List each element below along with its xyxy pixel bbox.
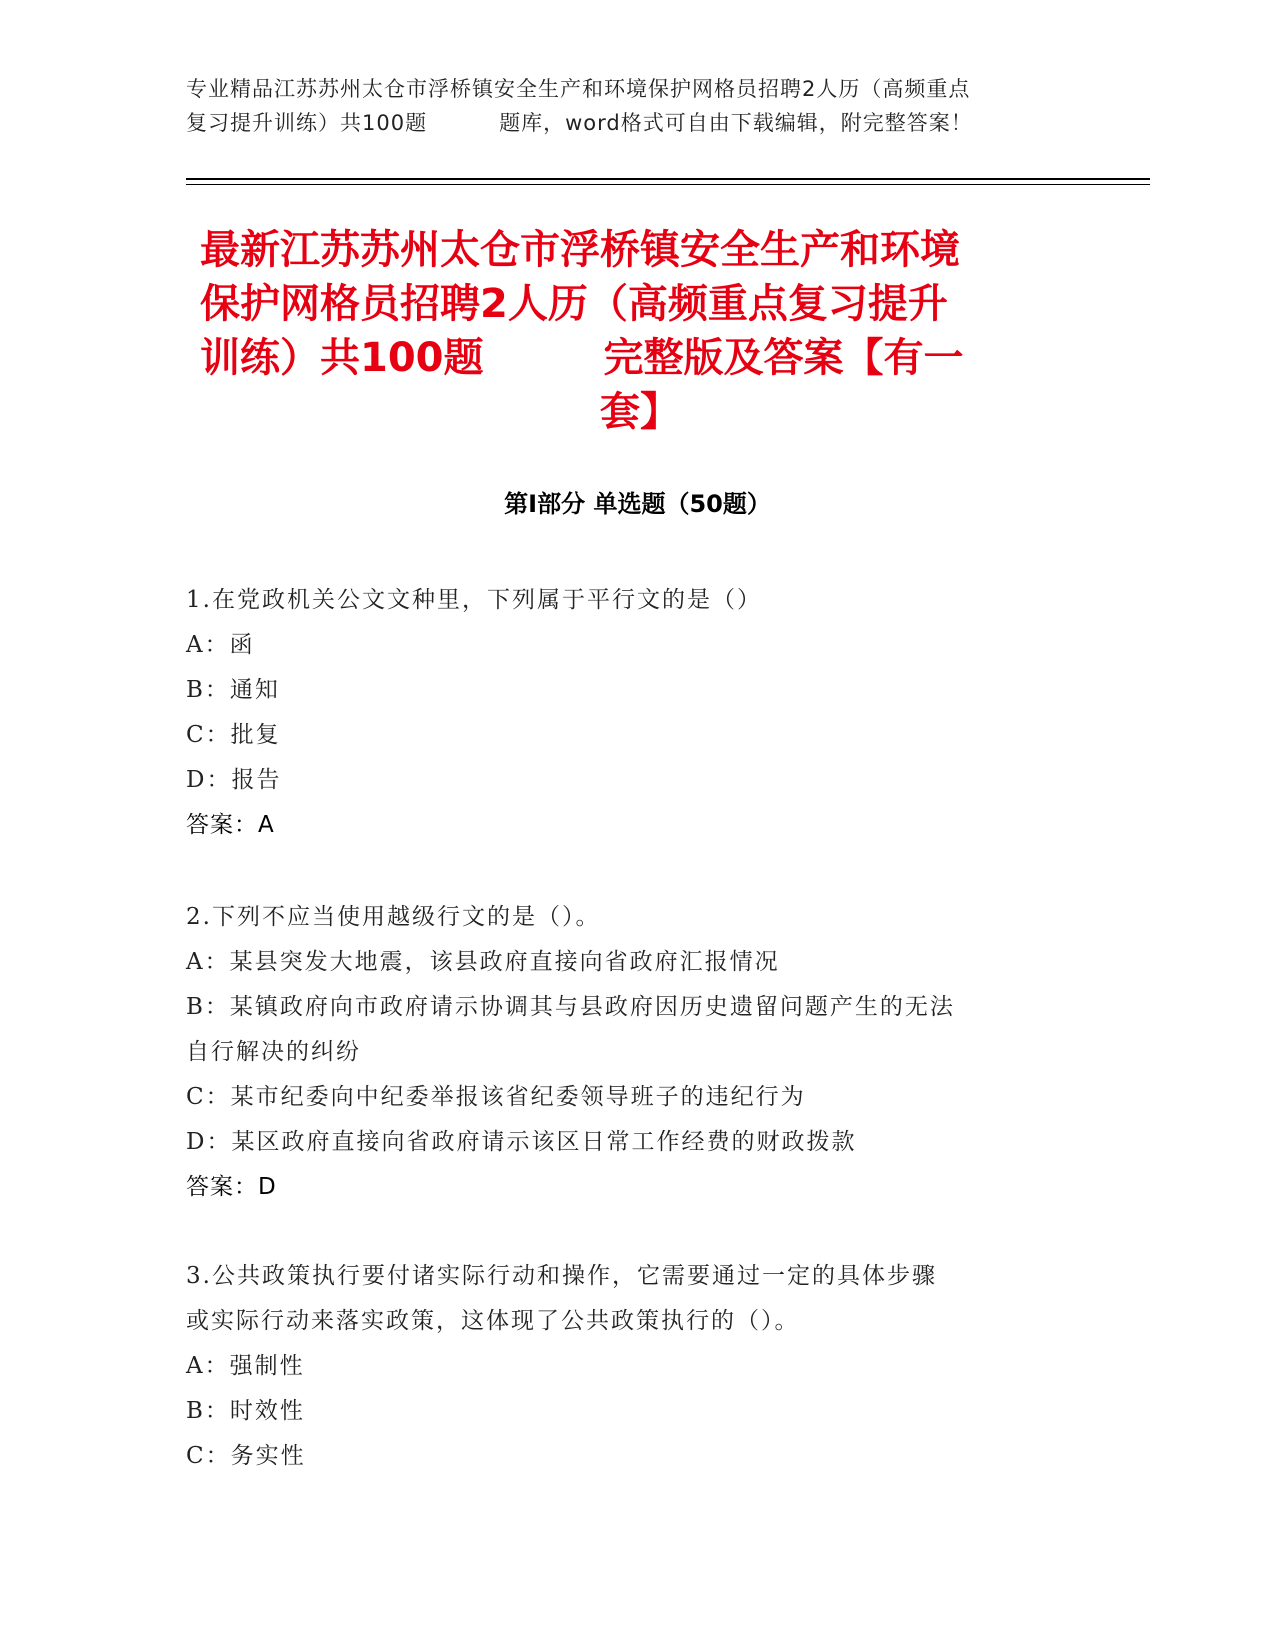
option-c: C：某市纪委向中纪委举报该省纪委领导班子的违纪行为: [186, 1084, 806, 1110]
running-header-line-2-part-2: 题库，word格式可自由下载编辑，附完整答案！: [499, 111, 973, 135]
question-2: [186, 895, 1066, 1210]
option-b: B：通知: [186, 677, 280, 703]
title-line-2: 保护网格员招聘2人历（高频重点复习提升: [200, 281, 948, 327]
running-header: [186, 72, 1086, 140]
title-line-1: 最新江苏苏州太仓市浮桥镇安全生产和环境: [200, 227, 960, 273]
option-c: C：批复: [186, 722, 281, 748]
option-a: A：某县突发大地震，该县政府直接向省政府汇报情况: [186, 949, 780, 975]
option-b: B：某镇政府向市政府请示协调其与县政府因历史遗留问题产生的无法: [186, 994, 955, 1020]
answer-text: 答案：A: [186, 812, 275, 838]
option-b-continued: 自行解决的纠纷: [186, 1039, 361, 1065]
question-stem: 1.在党政机关公文文种里，下列属于平行文的是（）: [186, 587, 762, 613]
option-d: D：报告: [186, 767, 282, 793]
option-c: C：务实性: [186, 1443, 306, 1469]
header-rule-thin: [186, 184, 1150, 185]
question-stem-line-1: 3.公共政策执行要付诸实际行动和操作，它需要通过一定的具体步骤: [186, 1263, 937, 1289]
running-header-line-2: [186, 106, 1086, 140]
answer-text: 答案：D: [186, 1174, 277, 1200]
title-line-3: [200, 331, 1080, 385]
title-line-3-part-2: 完整版及答案【有一: [603, 335, 964, 381]
running-header-line-1: 专业精品江苏苏州太仓市浮桥镇安全生产和环境保护网格员招聘2人历（高频重点: [186, 77, 971, 101]
option-b: B：时效性: [186, 1398, 305, 1424]
option-a: A：强制性: [186, 1353, 305, 1379]
title-line-4: 套】: [600, 389, 680, 435]
document-title: [200, 223, 1080, 439]
header-rule-thick: [186, 178, 1150, 180]
question-3: [186, 1254, 1066, 1479]
question-stem: 2.下列不应当使用越级行文的是（）。: [186, 904, 601, 930]
option-a: A：函: [186, 632, 255, 658]
option-d: D：某区政府直接向省政府请示该区日常工作经费的财政拨款: [186, 1129, 857, 1155]
question-1: [186, 578, 1066, 848]
running-header-line-2-part-1: 复习提升训练）共100题: [186, 111, 428, 135]
question-stem-line-2: 或实际行动来落实政策，这体现了公共政策执行的（）。: [186, 1308, 800, 1334]
title-line-3-part-1: 训练）共100题: [200, 335, 484, 381]
section-heading: 第Ⅰ部分 单选题（50题）: [504, 490, 771, 518]
